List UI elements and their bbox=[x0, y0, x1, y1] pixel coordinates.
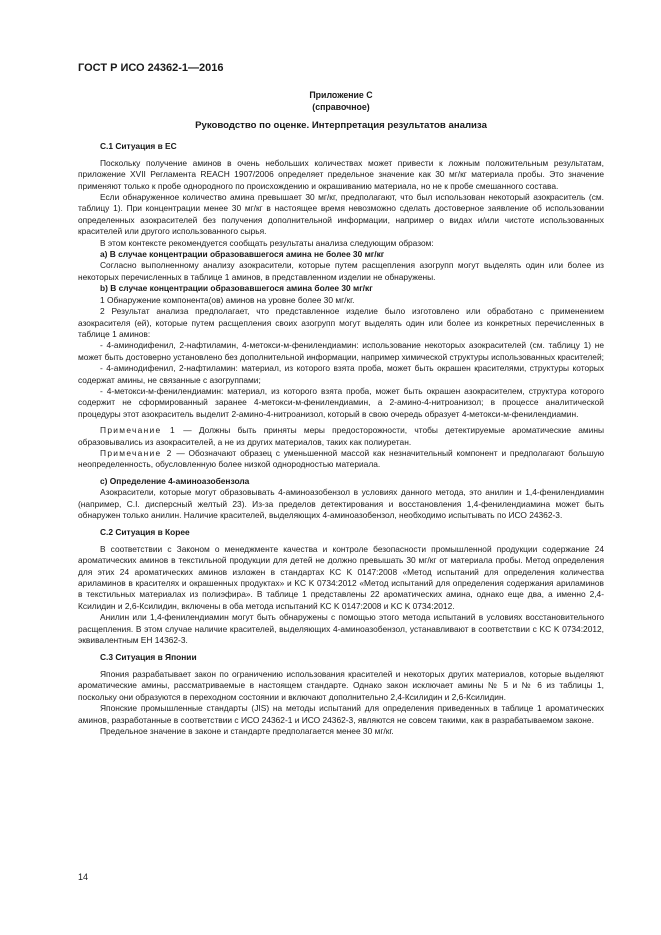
paragraph: Согласно выполненному анализу азокрасители, которые путем расщепления азогрупп могут выделять один или более из некоторых перечисленных в таблице 1 аминов, в представленном изделии не обнаружены. bbox=[78, 260, 604, 282]
list-item: - 4-аминодифенил, 2-нафтиламин, 4-метокси-м-фенилендиамин: использование некоторых азокрасителей (см. таблицу 1) не может быть достоверно установлено без дополнительной информации, например химической структуры использованных красителей; bbox=[78, 340, 604, 362]
subheading-b: b) В случае концентрации образовавшегося амина более 30 мг/кг bbox=[100, 283, 373, 294]
annex-heading: Руководство по оценке. Интерпретация результатов анализа bbox=[195, 120, 487, 131]
paragraph: Япония разрабатывает закон по ограничению использования красителей и некоторых других материалов, которые выделяют ароматические амины, рассматриваемые в настоящем стандарте. Однако закон исключает амины № 5 и № 6 из таблицы 1, поскольку они образуются в переходном состоянии и включают дополнительно 2,4-Ксилидин и 2,6-Ксилидин. bbox=[78, 668, 604, 702]
paragraph: Предельное значение в законе и стандарте предполагается менее 30 мг/кг. bbox=[100, 725, 394, 736]
paragraph: 2 Результат анализа предполагает, что представленное изделие было изготовлено или обработано с применением азокрасителя (ей), которые путем расщепления своих азогрупп могут выделять один или более из конкретных перечисленных в таблице 1 аминов: bbox=[78, 306, 604, 339]
paragraph: Анилин или 1,4-фенилендиамин могут быть обнаружены с помощью этого метода испытаний в условиях восстановительного расщепления. В этом случае наличие красителей, выделяющих 4-аминоазобензол, устанавливают в соответствии с KC K 0734:2012, эквивалентным ЕН 14362-3. bbox=[78, 612, 604, 646]
paragraph: В этом контексте рекомендуется сообщать результаты анализа следующим образом: bbox=[100, 237, 434, 248]
annex-title: Приложение С bbox=[309, 90, 373, 100]
list-item: - 4-аминодифенил, 2-нафтиламин: материал, из которого взята проба, может быть окрашен красителями, структуры которых содержат амины, не связанные с азогруппами; bbox=[78, 363, 604, 385]
note-text: — Обозначают образец с уменьшенной массой как незначительный компонент и предполагают большую неопределенность, обусловленную более низкой однородностью материала. bbox=[78, 447, 604, 470]
subheading-c: с) Определение 4-аминоазобензола bbox=[100, 475, 250, 486]
section-c3-heading: С.3 Ситуация в Японии bbox=[100, 652, 197, 663]
list-item: - 4-метокси-м-фенилендиамин: материал, из которого взята проба, может быть окрашен азокрасителем, структура которого содержит не сформированный заранее 4-метокси-м-фенилендиамин, а 2-амино-4-нитроанизол; в процессе аналитической процедуры этот азокраситель выделит 2-амино-4-нитроанизол, который в свою очередь образует 4-метокси-м-фенилендиамин. bbox=[78, 385, 604, 419]
section-c2-heading: С.2 Ситуация в Корее bbox=[100, 527, 190, 538]
paragraph: Японские промышленные стандарты (JIS) на методы испытаний для определения приведенных в таблице 1 ароматических аминов, разработанные в соответствии с ИСО 24362-1 и ИСО 24362-3, являются не совсем такими, как в разрабатываемом законе. bbox=[78, 703, 604, 725]
paragraph: Поскольку получение аминов в очень небольших количествах может привести к ложным положительным результатам, приложение XVII Регламента REACH 1907/2006 определяет предельное значение как 30 мг/кг материала пробы. Это значение применяют только к пробе однородного по происхождению и окрашиванию материала, но не к пробе смешанного состава. bbox=[78, 157, 604, 191]
document-header: ГОСТ Р ИСО 24362-1—2016 bbox=[78, 62, 224, 74]
subheading-a: а) В случае концентрации образовавшегося амина не более 30 мг/кг bbox=[100, 249, 385, 260]
section-c1-heading: С.1 Ситуация в ЕС bbox=[100, 141, 177, 152]
note-1 bbox=[78, 425, 604, 448]
paragraph: 1 Обнаружение компонента(ов) аминов на уровне более 30 мг/кг. bbox=[100, 294, 355, 305]
note-label: Примечание 2 bbox=[100, 447, 173, 458]
note-2 bbox=[78, 448, 604, 471]
annex-subtitle: (справочное) bbox=[312, 101, 370, 112]
document-body bbox=[78, 90, 604, 737]
note-text: — Должны быть приняты меры предосторожности, чтобы детектируемые ароматические амины образовывались из азокрасителей, а не из других материалов, таких как полиуретан. bbox=[78, 425, 604, 447]
paragraph: В соответствии с Законом о менеджменте качества и контроле безопасности промышленной продукции содержание 24 ароматических аминов в текстильной продукции для детей не должно превышать 30 мг/кг от материала пробы. Метод определения для этих 24 ароматических аминов изложен в стандартах KC K 0147:2008 «Метод испытаний для определения количества ариламинов в красителях и окрашенных продуктах» и KC K 0734:2012 «Метод испытаний для определения содержания ариламинов в текстильных материалах из полиэфира». В таблице 1 представлены 22 ароматических амина, однако еще два, а именно 2,4-Ксилидин и 2,6-Ксилидин, включены в оба метода испытаний KC K 0147:2008 и KC K 0734:2012. bbox=[78, 543, 604, 611]
paragraph: Если обнаруженное количество амина превышает 30 мг/кг, предполагают, что был использован некоторый азокраситель (см. таблицу 1). При концентрации менее 30 мг/кг в настоящее время невозможно сделать достоверное заявление об использовании определенных азокрасителей без получения дополнительной информации, например о видах и/или чистоте использованных красителей или другого использованного сырья. bbox=[78, 192, 604, 237]
note-label: Примечание 1 bbox=[100, 425, 176, 436]
paragraph: Азокрасители, которые могут образовывать 4-аминоазобензол в условиях данного метода, это анилин и 1,4-фенилендиамин (например, C.I. дисперсный желтый 23). Из-за пределов детектирования и восстановления 1,4-фенилендиамина может быть обнаружен только анилин. Наличие красителей, выделяющих 4-аминоазобензол, необходимо испытывать по ИСО 24362-3. bbox=[78, 487, 604, 520]
page-number: 14 bbox=[78, 872, 89, 882]
